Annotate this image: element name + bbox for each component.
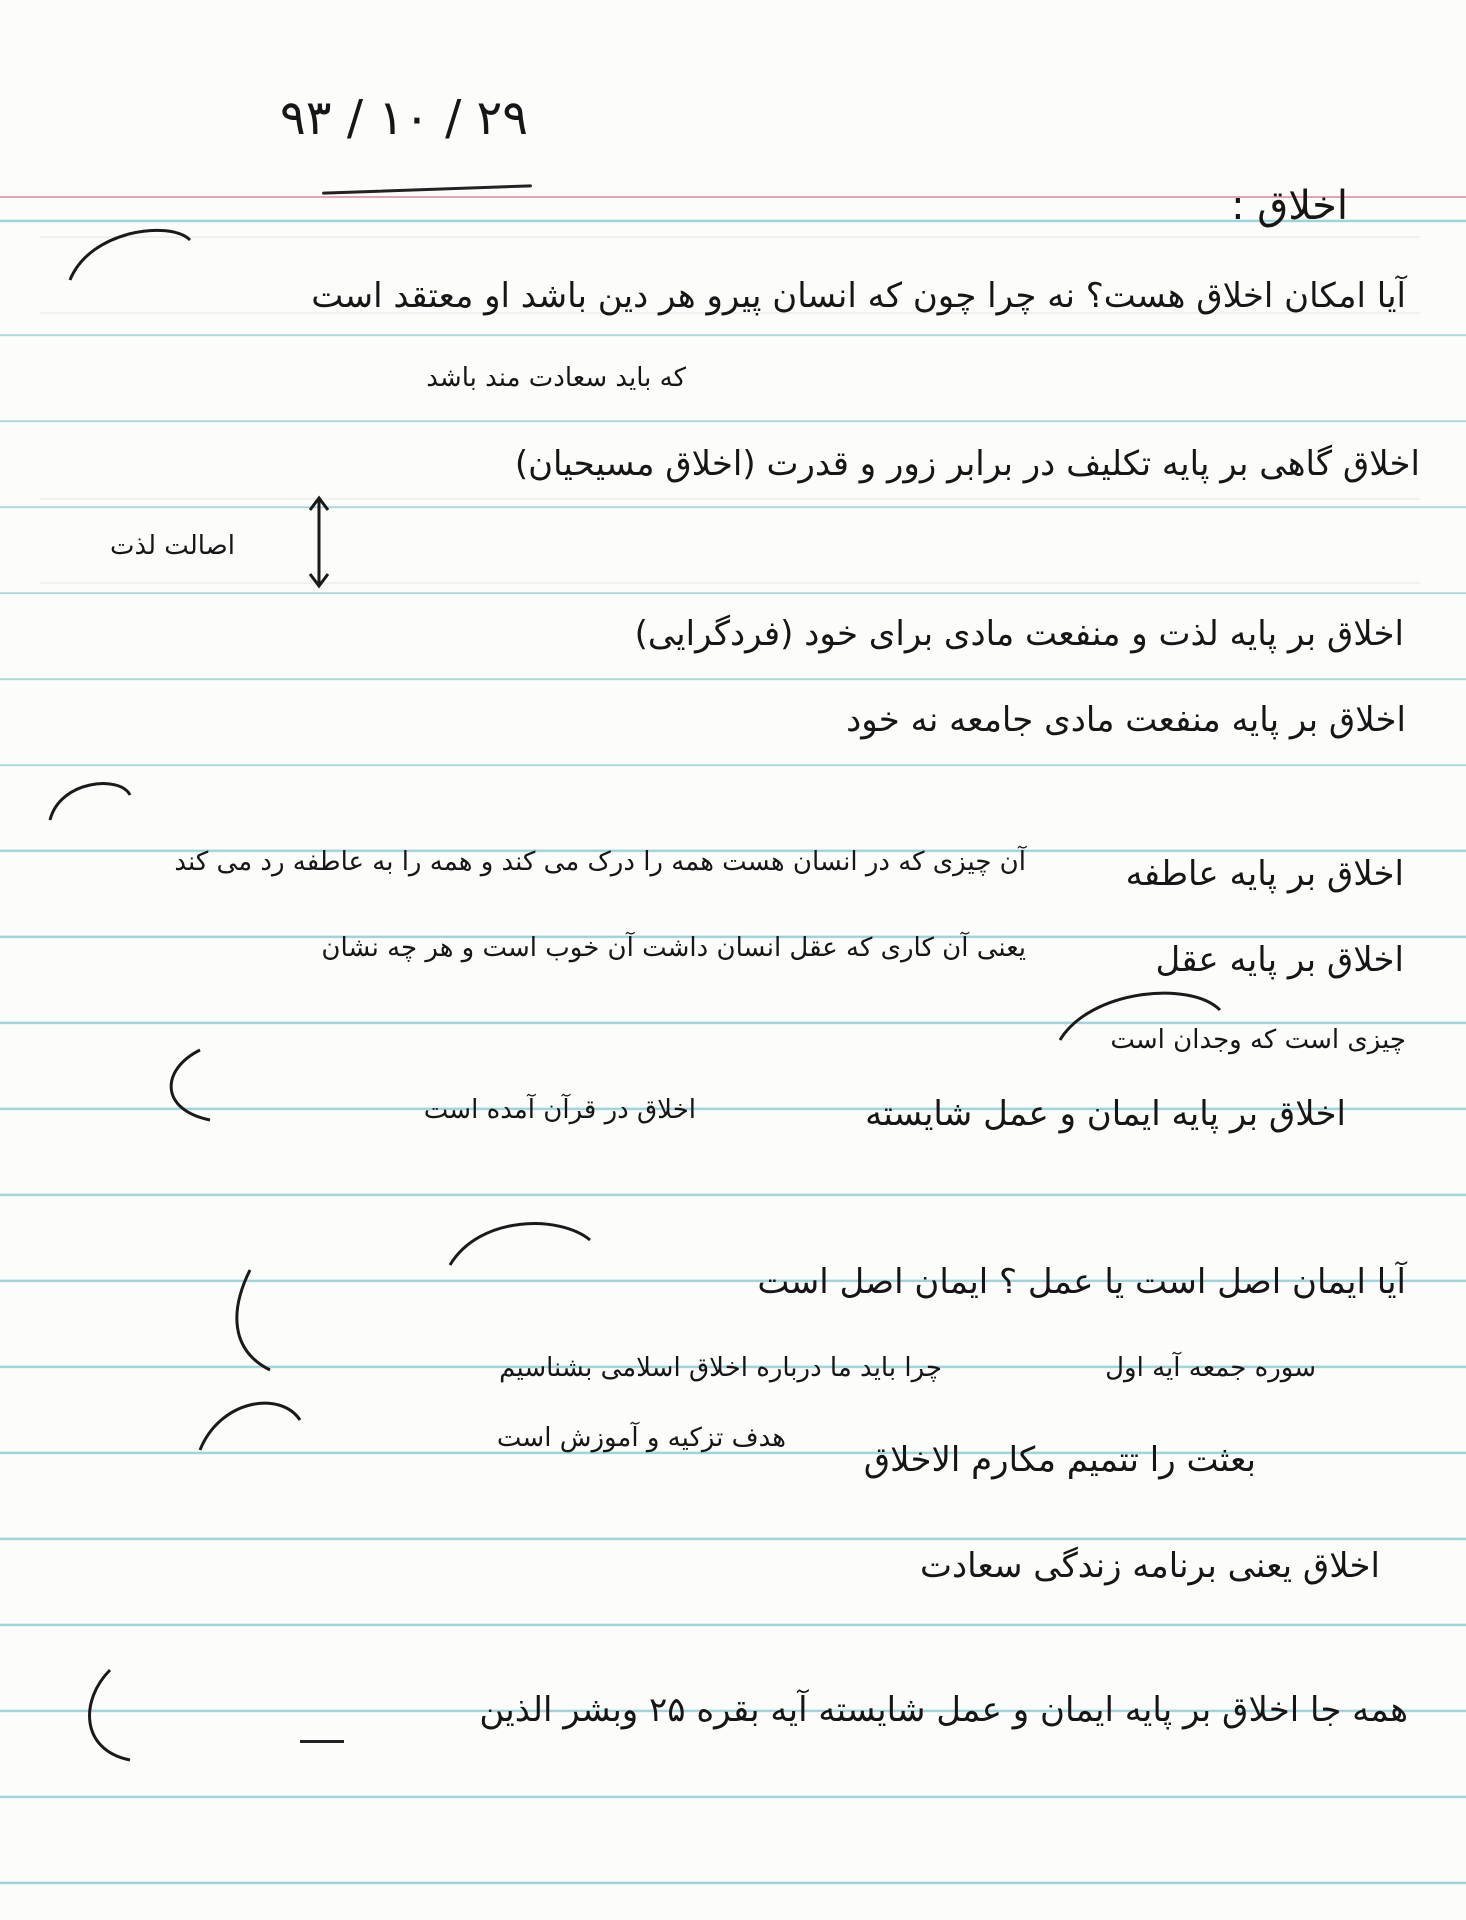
note-line-2: که باید سعادت مند باشد xyxy=(426,363,686,393)
pen-flourish xyxy=(220,1260,290,1380)
note-line-15: همه جا اخلاق بر پایه ایمان و عمل شایسته آیه بقره ۲۵ وبشر الذین xyxy=(479,1690,1408,1730)
bleed-through-mark xyxy=(40,498,1420,500)
note-line-11: آیا ایمان اصل است یا عمل ؟ ایمان اصل است xyxy=(757,1262,1406,1302)
note-line-5: اخلاق بر پایه لذت و منفعت مادی برای خود (فردگرایی) xyxy=(634,614,1404,654)
note-line-13-right: بعثت را تتمیم مکارم الاخلاق xyxy=(863,1440,1256,1480)
note-line-8-right: اخلاق بر پایه عقل xyxy=(1155,940,1404,980)
pen-flourish xyxy=(160,1040,230,1130)
pen-flourish xyxy=(70,1660,150,1770)
side-note-hedonism: اصالت لذت xyxy=(110,531,235,561)
note-line-3: اخلاق گاهی بر پایه تکلیف در برابر زور و قدرت (اخلاق مسیحیان) xyxy=(514,444,1420,484)
double-arrow-icon xyxy=(306,494,332,590)
pen-flourish xyxy=(40,770,140,840)
note-line-10-left: اخلاق در قرآن آمده است xyxy=(423,1095,696,1125)
pen-flourish xyxy=(190,1380,310,1470)
note-line-6: اخلاق بر پایه منفعت مادی جامعه نه خود xyxy=(846,700,1406,740)
note-line-1: آیا امکان اخلاق هست؟ نه چرا چون که انسان پیرو هر دین باشد او معتقد است xyxy=(311,276,1406,316)
note-line-12-left: سوره جمعه آیه اول xyxy=(1105,1353,1316,1383)
page-top-margin xyxy=(0,0,1466,196)
note-line-14: اخلاق یعنی برنامه زندگی سعادت xyxy=(920,1546,1380,1586)
note-line-8-left: یعنی آن کاری که عقل انسان داشت آن خوب است و هر چه نشان xyxy=(321,933,1026,963)
bleed-through-mark xyxy=(40,236,1420,238)
pen-flourish xyxy=(60,210,200,300)
date: ۹۳ / ۱۰ / ۲۹ xyxy=(280,90,529,146)
note-line-7-right: اخلاق بر پایه عاطفه xyxy=(1125,854,1404,894)
heading: اخلاق : xyxy=(1231,183,1348,229)
note-line-12-right: چرا باید ما درباره اخلاق اسلامی بشناسیم xyxy=(499,1353,942,1383)
pen-flourish xyxy=(440,1210,600,1280)
note-line-7-left: آن چیزی که در انسان هست همه را درک می کند و همه را به عاطفه رد می کند xyxy=(174,847,1026,877)
note-line-10-right: اخلاق بر پایه ایمان و عمل شایسته xyxy=(865,1094,1346,1134)
note-line-13-left: هدف تزکیه و آموزش است xyxy=(496,1423,786,1453)
verse-number-underline xyxy=(300,1740,344,1743)
note-line-9: چیزی است که وجدان است xyxy=(1110,1025,1406,1055)
bleed-through-mark xyxy=(40,582,1420,584)
